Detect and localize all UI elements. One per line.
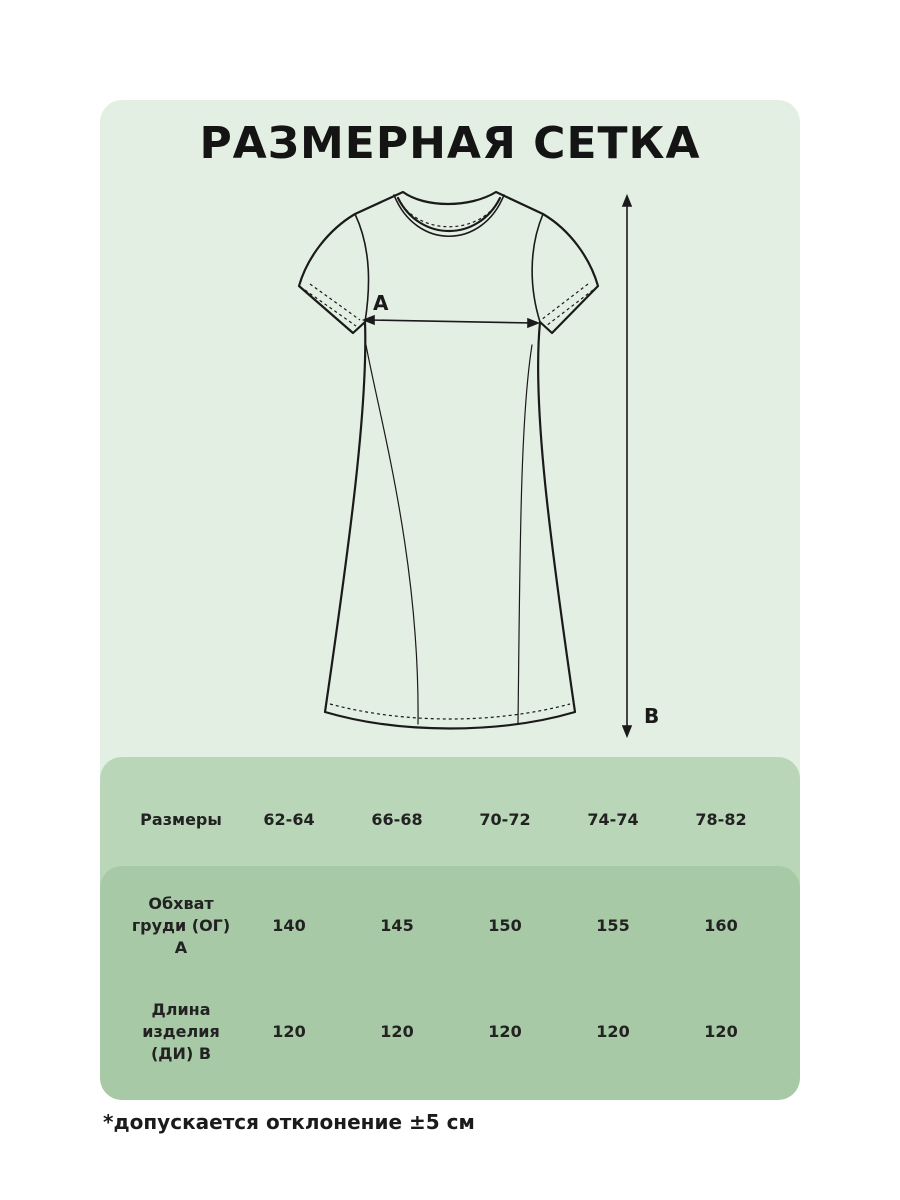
table-cell: 155 — [596, 916, 630, 935]
table-cell: 140 — [272, 916, 306, 935]
footnote-tolerance: *допускается отклонение ±5 см — [103, 1110, 475, 1134]
row-label-length: Длина изделия (ДИ) В — [142, 1000, 220, 1063]
size-header: 62-64 — [263, 810, 315, 829]
dress-outline — [299, 192, 598, 729]
left-armhole — [355, 214, 369, 322]
page-title: РАЗМЕРНАЯ СЕТКА — [199, 118, 701, 169]
right-armhole — [532, 214, 543, 322]
table-cell: 150 — [488, 916, 522, 935]
size-header: 70-72 — [479, 810, 531, 829]
table-cell: 120 — [488, 1022, 522, 1041]
table-cell: 145 — [380, 916, 414, 935]
hem-stitch — [330, 704, 570, 719]
size-header: 78-82 — [695, 810, 747, 829]
measure-a-line — [368, 320, 534, 323]
table-cell: 120 — [272, 1022, 306, 1041]
header-label: Размеры — [140, 810, 222, 829]
size-header: 74-74 — [587, 810, 639, 829]
table-cell: 120 — [704, 1022, 738, 1041]
table-cell: 120 — [380, 1022, 414, 1041]
table-cell: 160 — [704, 916, 738, 935]
right-sleeve-stitch — [546, 290, 593, 326]
left-sleeve-stitch — [305, 290, 356, 326]
row-label-chest: Обхват груди (ОГ) А — [131, 894, 231, 957]
measure-a-label: A — [373, 291, 389, 315]
table-cell: 120 — [596, 1022, 630, 1041]
left-side-seam — [366, 345, 418, 724]
measure-b-label: B — [644, 704, 660, 728]
right-side-seam — [518, 345, 532, 724]
neckline-stitch — [402, 205, 496, 227]
size-header: 66-68 — [371, 810, 423, 829]
